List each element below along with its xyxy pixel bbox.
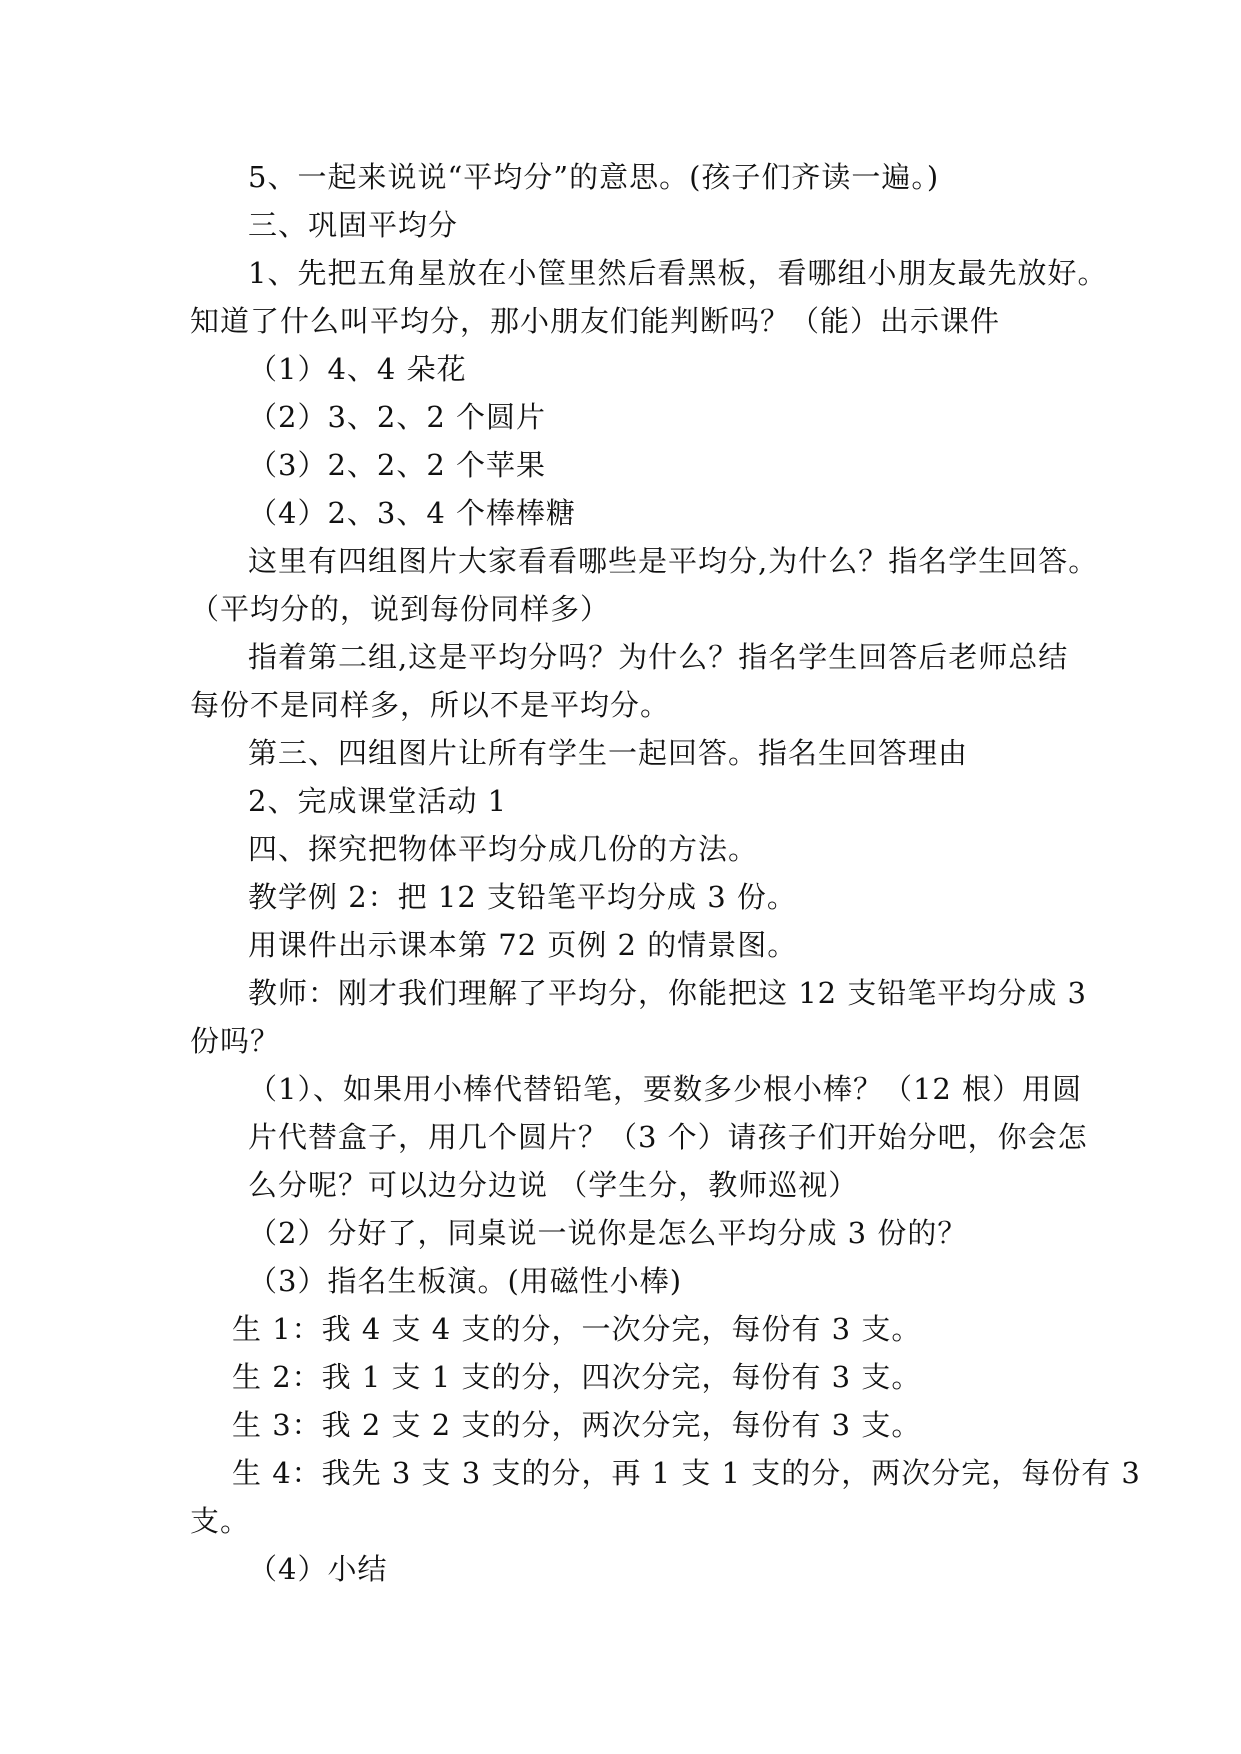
text-line-14: 2、完成课堂活动 1: [248, 784, 508, 818]
text-line-12: 每份不是同样多，所以不是平均分。: [190, 688, 671, 722]
text-line-3: 1、先把五角星放在小筐里然后看黑板，看哪组小朋友最先放好。: [248, 256, 1108, 290]
text-line-16: 教学例 2：把 12 支铅笔平均分成 3 份。: [248, 880, 797, 914]
text-line-8: （4）2、3、4 个棒棒糖: [248, 496, 577, 530]
text-line-11: 指着第二组,这是平均分吗？为什么？指名学生回答后老师总结: [248, 640, 1069, 674]
text-line-4: 知道了什么叫平均分，那小朋友们能判断吗？（能）出示课件: [190, 304, 1001, 338]
text-line-19: 份吗？: [190, 1024, 281, 1058]
text-line-5: （1）4、4 朵花: [248, 352, 467, 386]
text-line-27: 生 3：我 2 支 2 支的分，两次分完，每份有 3 支。: [232, 1408, 922, 1442]
text-line-21: 片代替盒子，用几个圆片？（3 个）请孩子们开始分吧，你会怎: [248, 1120, 1088, 1154]
text-line-9: 这里有四组图片大家看看哪些是平均分,为什么？指名学生回答。: [248, 544, 1099, 578]
text-line-29: 支。: [190, 1504, 251, 1538]
text-line-7: （3）2、2、2 个苹果: [248, 448, 547, 482]
text-line-25: 生 1：我 4 支 4 支的分，一次分完，每份有 3 支。: [232, 1312, 922, 1346]
text-line-22: 么分呢？可以边分边说 （学生分，教师巡视）: [248, 1168, 859, 1202]
text-line-23: （2）分好了，同桌说一说你是怎么平均分成 3 份的？: [248, 1216, 968, 1250]
text-line-28: 生 4：我先 3 支 3 支的分，再 1 支 1 支的分，两次分完，每份有 3: [232, 1456, 1141, 1490]
text-line-6: （2）3、2、2 个圆片: [248, 400, 547, 434]
text-line-15: 四、探究把物体平均分成几份的方法。: [248, 832, 759, 866]
text-line-10: （平均分的，说到每份同样多）: [190, 592, 611, 626]
text-line-20: （1）、如果用小棒代替铅笔，要数多少根小棒？（12 根）用圆: [248, 1072, 1083, 1106]
text-line-26: 生 2：我 1 支 1 支的分，四次分完，每份有 3 支。: [232, 1360, 922, 1394]
text-line-13: 第三、四组图片让所有学生一起回答。指名生回答理由: [248, 736, 969, 770]
text-line-1: 5、一起来说说“平均分”的意思。(孩子们齐读一遍。): [248, 160, 940, 194]
text-line-2: 三、巩固平均分: [248, 208, 459, 242]
text-line-24: （3）指名生板演。(用磁性小棒): [248, 1264, 683, 1298]
text-line-18: 教师：刚才我们理解了平均分，你能把这 12 支铅笔平均分成 3: [248, 976, 1088, 1010]
text-line-30: （4）小结: [248, 1552, 388, 1586]
text-line-17: 用课件出示课本第 72 页例 2 的情景图。: [248, 928, 798, 962]
